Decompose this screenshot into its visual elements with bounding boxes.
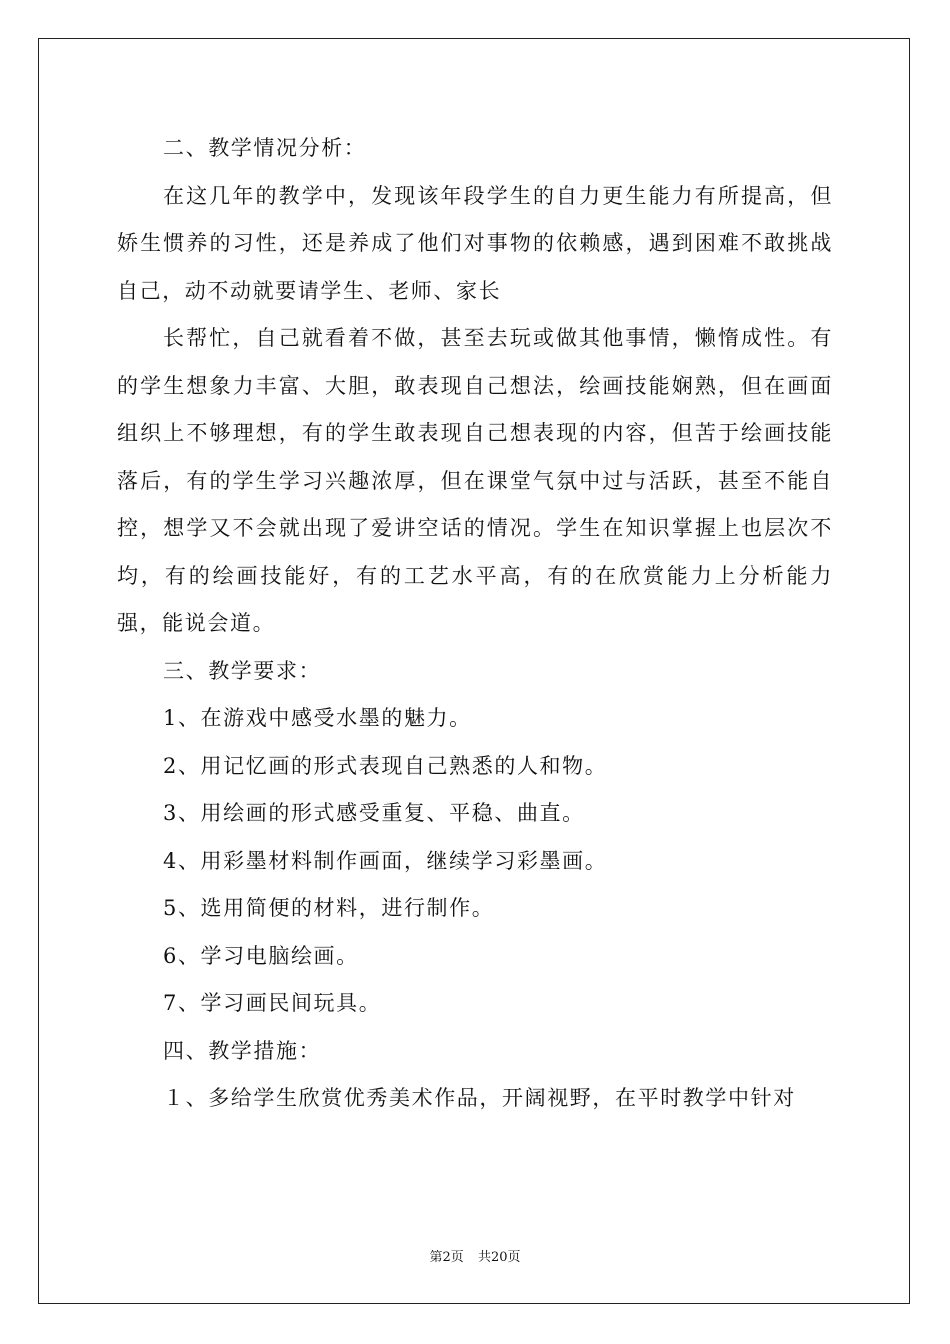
page-total: 共20页 — [477, 1250, 521, 1265]
page-footer — [0, 1246, 950, 1265]
section-heading-requirements: 三、教学要求： — [163, 658, 322, 683]
section-heading-analysis: 二、教学情况分析： — [163, 136, 367, 160]
paragraph-analysis-1: 在这几年的教学中，发现该年段学生的自力更生能力有所提高，但娇生惯养的习性，还是养成了他们对事物的依赖感，遇到困难不敢挑战自己，动不动就要请学生、老师、家长 — [117, 183, 833, 303]
document-body — [117, 125, 833, 1123]
section-heading-measures: 四、教学措施： — [163, 1038, 322, 1063]
paragraph-analysis-2: 长帮忙，自己就看着不做，甚至去玩或做其他事情，懒惰成性。有的学生想象力丰富、大胆，敢表现自己想法，绘画技能娴熟，但在画面组织上不够理想，有的学生敢表现自己想表现的内容，但苦于绘画技能落后，有的学生学习兴趣浓厚，但在课堂气氛中过与活跃，甚至不能自控，想学又不会就出现了爱讲空话的情况。学生在知识掌握上也层次不均，有的绘画技能好，有的工艺水平高，有的在欣赏能力上分析能力强，能说会道。 — [117, 326, 833, 635]
requirement-item: 5、选用简便的材料，进行制作。 — [163, 896, 495, 920]
requirement-item: 7、学习画民间玩具。 — [163, 991, 382, 1015]
requirement-item: 6、学习电脑绘画。 — [163, 943, 359, 968]
requirement-item: 1、在游戏中感受水墨的魅力。 — [163, 706, 472, 730]
requirement-item: 2、用记忆画的形式表现自己熟悉的人和物。 — [163, 753, 608, 778]
page-number: 第2页 — [429, 1250, 464, 1265]
measure-item: １、多给学生欣赏优秀美术作品，开阔视野，在平时教学中针对 — [163, 1086, 796, 1110]
requirement-item: 3、用绘画的形式感受重复、平稳、曲直。 — [163, 801, 585, 825]
requirement-item: 4、用彩墨材料制作画面，继续学习彩墨画。 — [163, 848, 608, 873]
